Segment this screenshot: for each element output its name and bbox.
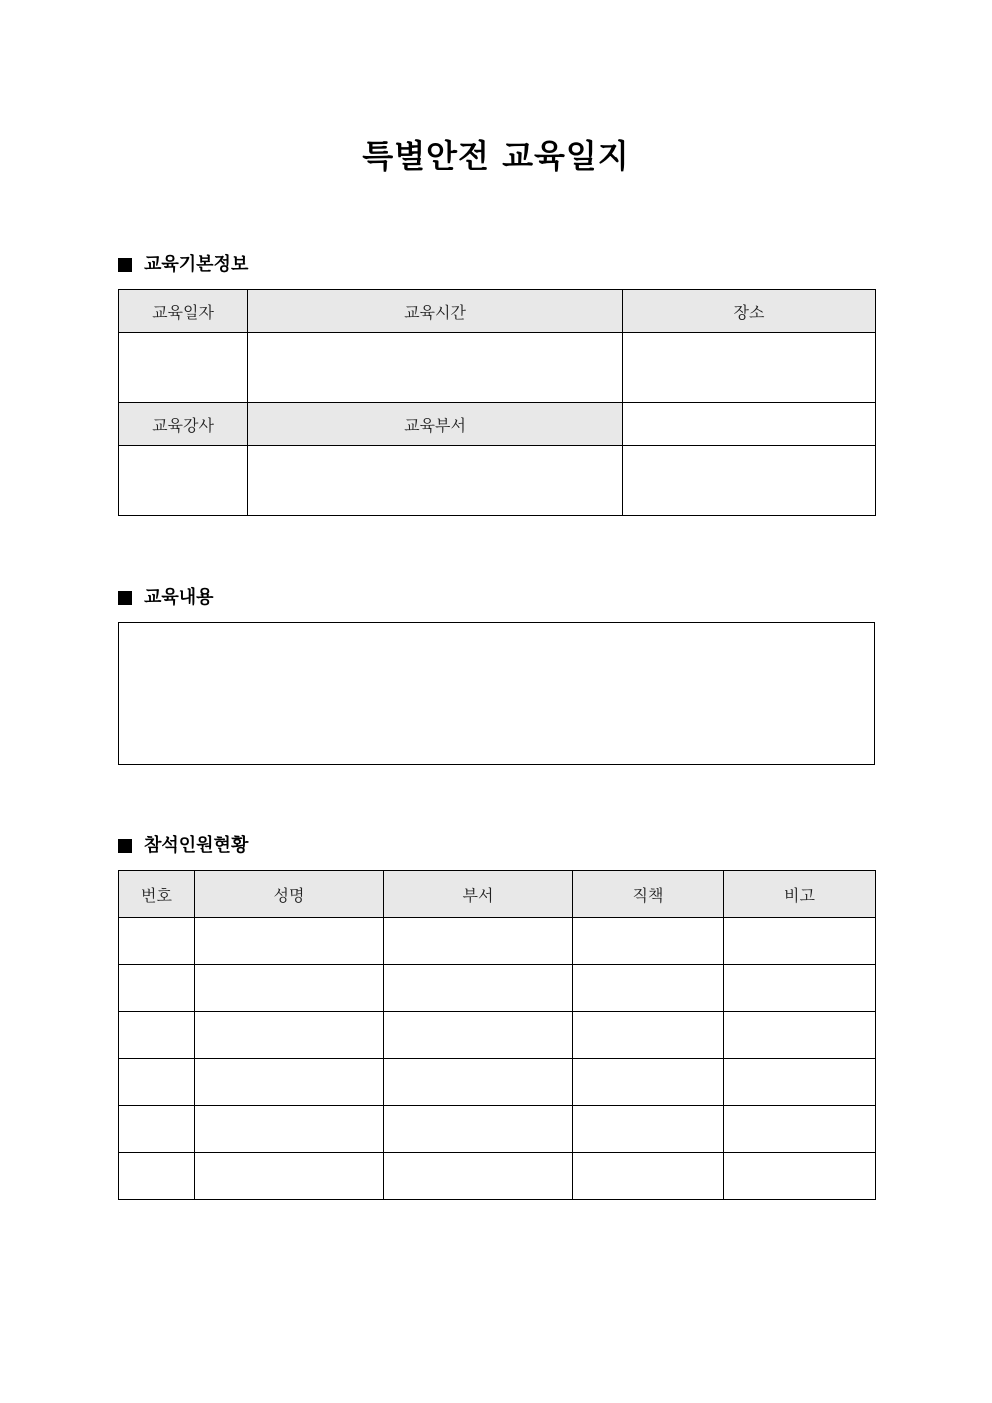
header-cell-position: 직책 [573,871,724,918]
value-cell-instructor[interactable] [119,446,248,516]
section-heading-basic-info [118,253,248,277]
cell-number[interactable] [119,1106,195,1153]
table-row [119,1059,876,1106]
table-row [119,1012,876,1059]
section-heading-label: 교육내용 [144,587,214,608]
header-cell-remarks: 비고 [724,871,876,918]
table-header-row [119,871,876,918]
education-content-box[interactable] [118,622,875,765]
square-bullet-icon [118,258,132,272]
cell-position[interactable] [573,1059,724,1106]
cell-position[interactable] [573,918,724,965]
cell-position[interactable] [573,1012,724,1059]
header-cell-department: 교육부서 [248,403,623,446]
cell-department[interactable] [384,965,573,1012]
square-bullet-icon [118,839,132,853]
section-heading-label: 참석인원현황 [144,835,249,856]
attendees-table [118,870,876,1200]
cell-department[interactable] [384,1012,573,1059]
value-cell-place[interactable] [623,333,876,403]
square-bullet-icon [118,591,132,605]
cell-number[interactable] [119,965,195,1012]
cell-number[interactable] [119,1012,195,1059]
cell-remarks[interactable] [724,1059,876,1106]
table-row [119,1153,876,1200]
attendees-table-body [119,918,876,1200]
cell-number[interactable] [119,1059,195,1106]
cell-name[interactable] [195,1153,384,1200]
table-row [119,446,876,516]
section-heading-content [118,586,214,610]
header-cell-department: 부서 [384,871,573,918]
value-cell-date[interactable] [119,333,248,403]
header-cell-number: 번호 [119,871,195,918]
cell-remarks[interactable] [724,1012,876,1059]
table-row [119,1106,876,1153]
cell-name[interactable] [195,965,384,1012]
cell-name[interactable] [195,1059,384,1106]
cell-department[interactable] [384,1153,573,1200]
cell-department[interactable] [384,1059,573,1106]
table-row [119,918,876,965]
section-heading-label: 교육기본정보 [144,254,249,275]
table-header-row [119,290,876,333]
header-cell-time: 교육시간 [248,290,623,333]
cell-number[interactable] [119,1153,195,1200]
section-heading-attendees [118,834,248,858]
header-cell-name: 성명 [195,871,384,918]
cell-remarks[interactable] [724,918,876,965]
cell-name[interactable] [195,1106,384,1153]
cell-position[interactable] [573,1153,724,1200]
cell-remarks[interactable] [724,1153,876,1200]
cell-name[interactable] [195,1012,384,1059]
cell-department[interactable] [384,1106,573,1153]
value-cell-department[interactable] [248,446,623,516]
cell-number[interactable] [119,918,195,965]
header-cell-empty [623,403,876,446]
header-cell-place: 장소 [623,290,876,333]
value-cell-time[interactable] [248,333,623,403]
table-row [119,333,876,403]
page-title: 특별안전 교육일지 [362,137,630,175]
table-header-row [119,403,876,446]
header-cell-date: 교육일자 [119,290,248,333]
cell-remarks[interactable] [724,965,876,1012]
cell-name[interactable] [195,918,384,965]
table-row [119,965,876,1012]
value-cell-extra[interactable] [623,446,876,516]
basic-info-table [118,289,876,516]
cell-department[interactable] [384,918,573,965]
header-cell-instructor: 교육강사 [119,403,248,446]
cell-position[interactable] [573,1106,724,1153]
cell-remarks[interactable] [724,1106,876,1153]
cell-position[interactable] [573,965,724,1012]
